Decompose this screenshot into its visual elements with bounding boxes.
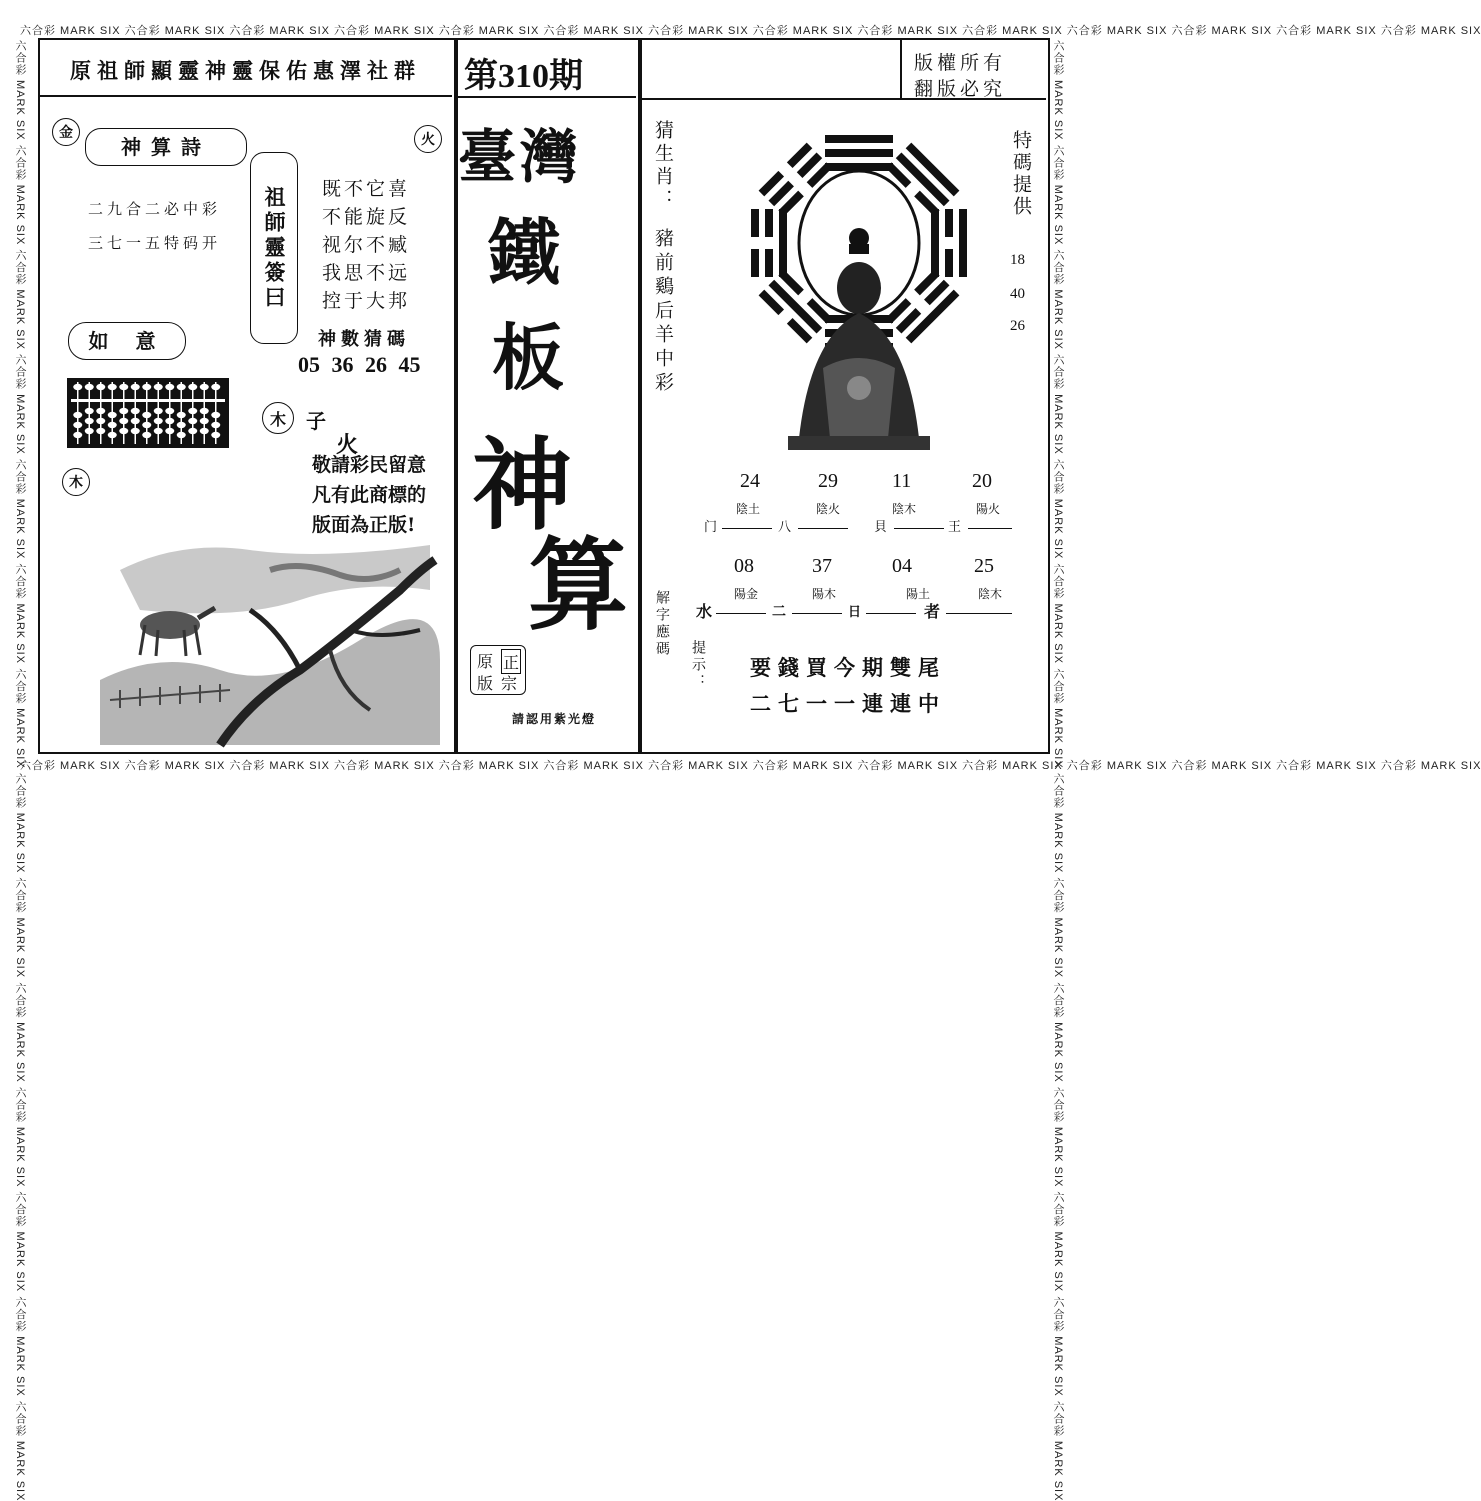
abacus-icon [66, 377, 230, 449]
wood-badge-2: 木 [62, 468, 90, 496]
authentic-stamp [470, 645, 526, 695]
oracle-line: 视尔不臧 [322, 234, 411, 256]
wood-badge: 木 [262, 402, 294, 434]
underline [968, 528, 1012, 529]
underline [894, 528, 944, 529]
code-number: 08 [734, 555, 754, 577]
hint-label: 提示： [690, 640, 706, 691]
copyright-divider-v [900, 40, 902, 98]
shenshu-numbers: 05 36 26 45 [298, 352, 421, 377]
guess-text: 豬前鷄后羊中彩 [652, 228, 674, 396]
stamp-char: 原 [477, 652, 494, 671]
code-tag: 陽土 [906, 587, 931, 601]
stamp-char: 正 [501, 649, 521, 674]
border-right: 六合彩 MARK SIX 六合彩 MARK SIX 六合彩 MARK SIX 六合彩 MARK SIX 六合彩 MARK SIX 六合彩 MARK SIX 六合彩 MARK SIX 六合彩 MARK SIX 六合彩 MARK SIX 六合彩 MARK SIX 六合彩 MARK SIX 六合彩 MARK SIX 六合彩 MARK SIX 六合彩 MARK SIX [1052, 40, 1064, 1501]
code-number: 24 [740, 470, 760, 492]
poem-line-1: 二九合二必中彩 [88, 200, 222, 218]
copyright-1: 版權所有 [914, 52, 1007, 74]
border-bottom: 六合彩 MARK SIX 六合彩 MARK SIX 六合彩 MARK SIX 六合彩 MARK SIX 六合彩 MARK SIX 六合彩 MARK SIX 六合彩 MARK SIX 六合彩 MARK SIX 六合彩 MARK SIX 六合彩 MARK SIX 六合彩 MARK SIX 六合彩 MARK SIX 六合彩 MARK SIX 六合彩 MARK SIX [20, 760, 1481, 772]
underline [866, 613, 916, 614]
title-ban: 板 [492, 315, 565, 400]
oracle-line: 我思不远 [322, 262, 411, 284]
banner-divider [40, 95, 452, 97]
code-tag: 陽木 [812, 587, 837, 601]
special-num: 26 [1010, 318, 1025, 334]
code-char: 二 [772, 604, 786, 620]
code-number: 11 [892, 470, 912, 492]
solve-label: 解字應碼 [654, 590, 670, 658]
hint-line-1: 要錢買今期雙尾 [750, 655, 946, 680]
code-number: 20 [972, 470, 992, 492]
shenshu-label: 神數猜碼 [318, 329, 410, 350]
fire-badge: 火 [414, 125, 442, 153]
notice [312, 450, 426, 540]
underline [716, 613, 766, 614]
code-number: 29 [818, 470, 838, 492]
guess-label: 猜生肖： [652, 120, 674, 212]
title-tie: 鐵 [488, 210, 561, 295]
code-char: 王 [948, 520, 962, 535]
underline [946, 613, 1012, 614]
code-tag: 陰木 [892, 502, 917, 516]
underline [798, 528, 848, 529]
poem-title: 神算詩 [85, 128, 247, 166]
notice-line: 凡有此商標的 [312, 484, 427, 506]
notice-line: 敬請彩民留意 [312, 454, 427, 476]
special-num: 18 [1010, 252, 1025, 268]
issue-divider [458, 96, 636, 98]
landscape-illustration [100, 530, 440, 745]
ruyi-label: 如 意 [68, 322, 186, 360]
oracle-line: 不能旋反 [322, 206, 411, 228]
code-tag: 陽金 [734, 587, 759, 601]
banner: 原祖師顯靈神靈保佑惠澤社群 [70, 58, 421, 83]
hint-line-2: 二七一一連連中 [750, 691, 946, 716]
issue-number: 第310期 [464, 58, 583, 95]
code-char: 八 [778, 520, 792, 535]
special-num: 40 [1010, 286, 1025, 302]
code-number: 25 [974, 555, 994, 577]
code-char: 者 [924, 602, 941, 621]
code-char: 门 [704, 520, 718, 535]
code-row-1 [700, 470, 1030, 540]
border-top: 六合彩 MARK SIX 六合彩 MARK SIX 六合彩 MARK SIX 六合彩 MARK SIX 六合彩 MARK SIX 六合彩 MARK SIX 六合彩 MARK SIX 六合彩 MARK SIX 六合彩 MARK SIX 六合彩 MARK SIX 六合彩 MARK SIX 六合彩 MARK SIX 六合彩 MARK SIX 六合彩 MARK SIX [20, 25, 1481, 37]
bagua-deity-illustration [728, 118, 990, 460]
code-row-2 [696, 555, 1030, 625]
special-label: 特碼提供 [1010, 130, 1032, 218]
fire-char: 火 [336, 432, 359, 458]
zi-char: 子 [306, 409, 326, 433]
title-taiwan: 臺灣 [458, 123, 583, 191]
uv-footer: 請認用紫光燈 [512, 712, 597, 726]
oracle-label: 祖師靈簽曰 [250, 152, 298, 344]
poem-line-2: 三七一五特码开 [88, 234, 222, 252]
notice-line: 版面為正版! [312, 514, 416, 536]
code-number: 04 [892, 555, 912, 577]
oracle-line: 既不它喜 [322, 178, 411, 200]
copyright-2: 翻版必究 [914, 78, 1007, 100]
code-tag: 陽火 [976, 502, 1001, 516]
code-char: 水 [696, 602, 713, 621]
underline [722, 528, 772, 529]
underline [792, 613, 842, 614]
code-tag: 陰木 [978, 587, 1003, 601]
stamp-char: 版 [477, 674, 494, 693]
metal-badge: 金 [52, 118, 80, 146]
oracle-poem [322, 175, 410, 315]
code-tag: 陰土 [736, 502, 761, 516]
code-tag: 陰火 [816, 502, 841, 516]
title-shen: 神 [472, 426, 572, 544]
title-suan: 算 [528, 526, 628, 644]
code-char: 日 [848, 605, 862, 620]
oracle-line: 控于大邦 [322, 290, 411, 312]
code-char: 貝 [874, 520, 888, 535]
border-left: 六合彩 MARK SIX 六合彩 MARK SIX 六合彩 MARK SIX 六合彩 MARK SIX 六合彩 MARK SIX 六合彩 MARK SIX 六合彩 MARK SIX 六合彩 MARK SIX 六合彩 MARK SIX 六合彩 MARK SIX 六合彩 MARK SIX 六合彩 MARK SIX 六合彩 MARK SIX 六合彩 MARK SIX [14, 40, 26, 1501]
code-number: 37 [812, 555, 832, 577]
stamp-char: 宗 [501, 674, 518, 693]
